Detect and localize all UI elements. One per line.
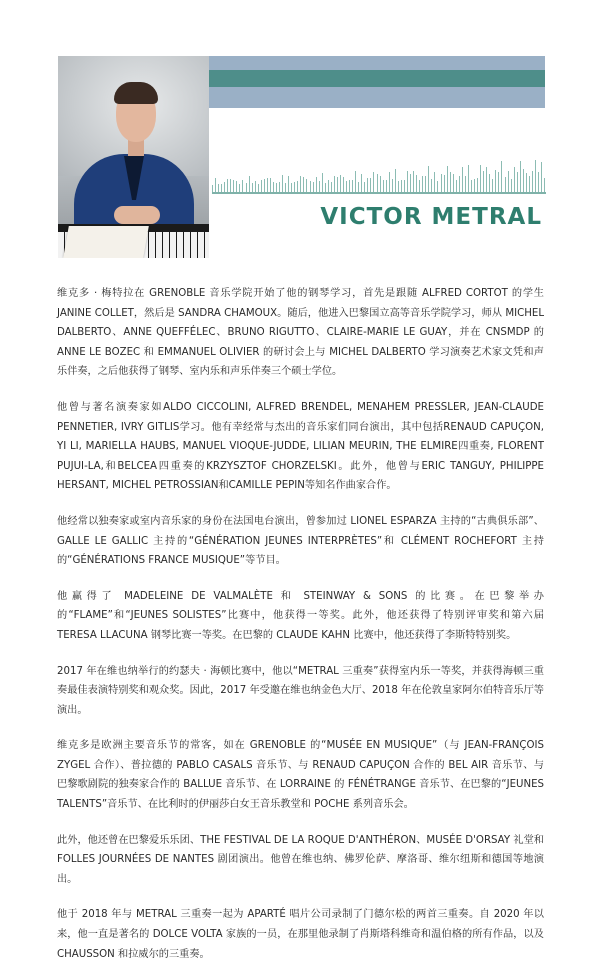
waveform-bar [422, 176, 423, 193]
waveform-bar [520, 161, 521, 192]
waveform-bar [316, 177, 317, 193]
waveform-bar [370, 178, 371, 192]
waveform-bar [380, 176, 381, 192]
waveform-bar [514, 167, 515, 192]
waveform-bar [221, 184, 222, 192]
waveform-bar [331, 182, 332, 192]
bio-paragraph-5: 2017 年在维也纳举行的约瑟夫 · 海顿比赛中，他以“METRAL 三重奏”获得室内乐一等奖，并获得海顿三重奏最佳表演特别奖和观众奖。因此，2017 年受邀在维也纳金色大厅、2018 年在伦敦皇家阿尔伯特音乐厅等演出。 [57, 665, 544, 716]
waveform-bar [410, 174, 411, 192]
waveform-bar [526, 173, 527, 192]
bio-paragraph-3: 他经常以独奏家或室内音乐家的身份在法国电台演出，曾参加过 LIONEL ESPARZA 主持的“古典俱乐部”、GALLE LE GALLIC 主持的“GÉNÉRATION JEUNES INTERPRÈTES”和 CLÉMENT ROCHEFORT 主持的“GÉNÉRATIONS FRANCE MUSIQUE”等节目。 [57, 515, 544, 567]
waveform-bar [465, 176, 466, 193]
waveform-bar [498, 172, 499, 192]
waveform-bar [340, 175, 341, 193]
waveform-bar [288, 176, 289, 192]
waveform-bar [447, 166, 448, 192]
waveform-bar [233, 180, 234, 192]
waveform-bar [279, 182, 280, 192]
waveform-bar [306, 179, 307, 193]
waveform-bar [349, 180, 350, 192]
waveform-bar [294, 182, 295, 192]
waveform-bar [505, 177, 506, 193]
waveform-bar [230, 179, 231, 192]
waveform-bar [453, 174, 454, 192]
waveform-bar [355, 171, 356, 192]
waveform-bar [255, 181, 256, 192]
waveform-bar [495, 170, 496, 192]
waveform-bar [450, 172, 451, 192]
waveform-bar [227, 179, 228, 192]
waveform-bars [212, 150, 546, 192]
waveform-bar [419, 180, 420, 192]
waveform-bar [441, 174, 442, 193]
waveform-bar [328, 180, 329, 192]
waveform-bar [517, 172, 518, 192]
waveform-bar [511, 179, 512, 192]
waveform-bar [483, 171, 484, 192]
waveform-bar [373, 172, 374, 193]
waveform-bar [300, 176, 301, 192]
waveform-bar [239, 184, 240, 192]
waveform-bar [471, 180, 472, 192]
waveform-bar [303, 177, 304, 192]
waveform-bar [431, 179, 432, 192]
bio-paragraph-6: 维克多是欧洲主要音乐节的常客，如在 GRENOBLE 的“MUSÉE EN MUSIQUE”（与 JEAN-FRANÇOIS ZYGEL 合作）、普拉德的 PABLO CASALS 音乐节、与 RENAUD CAPUÇON 合作的 BEL AIR 音乐节、与巴黎歌剧院的独奏家合作的 BALLUE 音乐节、在 LORRAINE 的 FÉNÉTRANGE 音乐节、在巴黎的“JEUNES TALENTS”音乐节、在比利时的伊丽莎白女王音乐教堂和 POCHE 系列音乐会。 [57, 740, 544, 811]
waveform-bar [270, 178, 271, 192]
waveform-bar [285, 183, 286, 192]
waveform-bar [407, 171, 408, 192]
waveform-bar [249, 176, 250, 192]
bio-paragraph-2: 他曾与著名演奏家如ALDO CICCOLINI, ALFRED BRENDEL, MENAHEM PRESSLER, JEAN-CLAUDE PENNETIER, IVRY GITLIS学习。他有幸经常与杰出的音乐家们同台演出，其中包括RENAUD CAPUÇON, YI LI, MARIELLA HAUBS, MANUEL VIOQUE-JUDDE, LILIAN MEURIN, THE ELMIRE四重奏, FLORENT PUJUI-LA,和BELCEA四重奏的KRZYSZTOF CHORZELSKI。此外，他曾与ERIC TANGUY, PHILIPPE HERSANT, MICHEL PETROSSIAN和CAMILLE PEPIN等知名作曲家合作。 [57, 401, 544, 492]
waveform-bar [352, 180, 353, 192]
waveform-bar [367, 178, 368, 192]
waveform-bar [276, 183, 277, 192]
waveform-bar [456, 180, 457, 192]
waveform-bar [389, 172, 390, 192]
waveform-bar [215, 178, 216, 192]
waveform-bar [319, 181, 320, 192]
waveform-bar [523, 169, 524, 192]
waveform-bar [346, 181, 347, 192]
waveform-bar [425, 176, 426, 192]
biography-text [57, 284, 544, 980]
waveform-bar [224, 182, 225, 192]
waveform-bar [508, 171, 509, 192]
waveform-bar [489, 174, 490, 192]
waveform-bar [434, 172, 435, 192]
waveform-bar [477, 178, 478, 193]
waveform-bar [364, 182, 365, 192]
waveform-bar [392, 179, 393, 192]
waveform-bar [322, 173, 323, 192]
bio-paragraph-8: 他于 2018 年与 METRAL 三重奏一起为 APARTÉ 唱片公司录制了门德尔松的两首三重奏。自 2020 年以来，他一直是著名的 DOLCE VOLTA 家族的一员，在那里他录制了肖斯塔科维奇和温伯格的所有作品，以及 CHAUSSON 和拉威尔的三重奏。 [57, 909, 544, 960]
waveform-bar [358, 182, 359, 193]
waveform-bar [261, 180, 262, 192]
bio-paragraph-7: 此外，他还曾在巴黎爱乐乐团、THE FESTIVAL DE LA ROQUE D'ANTHÉRON、MUSÉE D'ORSAY 礼堂和 FOLLES JOURNÉES DE NANTES 剧团演出。他曾在维也纳、佛罗伦萨、摩洛哥、维尔纽斯和德国等地演出。 [57, 834, 544, 885]
waveform-bar [437, 181, 438, 192]
waveform-bar [325, 183, 326, 192]
waveform-bar [264, 179, 265, 192]
artist-name: VICTOR METRAL [320, 204, 542, 230]
waveform-bar [395, 169, 396, 192]
waveform-bar [541, 162, 542, 192]
waveform-bar [273, 182, 274, 192]
waveform-bar [361, 174, 362, 192]
waveform-bar [486, 167, 487, 192]
photo-hair [114, 82, 158, 104]
waveform-bar [212, 185, 213, 193]
waveform-bar [398, 181, 399, 192]
photo-music-score [63, 226, 149, 258]
waveform-bar [404, 180, 405, 192]
waveform-bar [252, 183, 253, 192]
photo-hands [114, 206, 160, 224]
waveform-baseline [212, 192, 546, 194]
waveform-bar [538, 172, 539, 192]
waveform-bar [242, 180, 243, 192]
waveform-bar [532, 171, 533, 192]
waveform-bar [310, 181, 311, 192]
bio-paragraph-1: 维克多 · 梅特拉在 GRENOBLE 音乐学院开始了他的钢琴学习，首先是跟随 ALFRED CORTOT 的学生 JANINE COLLET，然后是 SANDRA CHAMOUX。随后，他进入巴黎国立高等音乐学院学习，师从 MICHEL DALBERTO、ANNE QUEFFÉLEC、BRUNO RIGUTTO、CLAIRE-MARIE LE GUAY，并在 CNSMDP 的 ANNE LE BOZEC 和 EMMANUEL OLIVIER 的研讨会上与 MICHEL DALBERTO 学习演奏艺术家文凭和声乐伴奏，之后他获得了钢琴、室内乐和声乐伴奏三个硕士学位。 [57, 288, 544, 378]
waveform-bar [343, 177, 344, 192]
waveform-bar [529, 176, 530, 192]
waveform-bar [544, 178, 545, 192]
waveform-bar [282, 175, 283, 192]
waveform-bar [480, 165, 481, 192]
waveform-bar [413, 171, 414, 192]
bio-paragraph-4: 他赢得了 MADELEINE DE VALMALÈTE 和 STEINWAY & SONS 的比赛。在巴黎举办的“FLAME”和“JEUNES SOLISTES”比赛中，他获得一等奖。此外，他还获得了特别评审奖和第六届 TERESA LLACUNA 钢琴比赛一等奖。在巴黎的 CLAUDE KAHN 比赛中，他还获得了李斯特特别奖。 [57, 590, 544, 641]
waveform-bar [535, 160, 536, 192]
waveform-bar [337, 177, 338, 192]
waveform-bar [462, 167, 463, 193]
waveform-bar [416, 175, 417, 192]
waveform-bar [377, 174, 378, 192]
waveform-bar [386, 180, 387, 192]
waveform-bar [459, 176, 460, 192]
waveform-bar [468, 165, 469, 192]
waveform-bar [267, 178, 268, 192]
sound-waveform-decoration [212, 150, 546, 194]
header-band-teal [209, 70, 545, 87]
waveform-bar [444, 175, 445, 192]
waveform-bar [297, 181, 298, 192]
waveform-bar [383, 180, 384, 192]
waveform-bar [501, 161, 502, 192]
waveform-bar [258, 184, 259, 192]
header-band-light-bottom [209, 87, 545, 108]
header-band-light-top [209, 56, 545, 70]
waveform-bar [313, 182, 314, 192]
waveform-bar [218, 184, 219, 193]
waveform-bar [492, 179, 493, 192]
waveform-bar [428, 166, 429, 192]
waveform-bar [401, 180, 402, 192]
waveform-bar [474, 179, 475, 192]
waveform-bar [291, 183, 292, 192]
waveform-bar [246, 183, 247, 192]
waveform-bar [334, 176, 335, 192]
portrait-photo [58, 56, 209, 258]
waveform-bar [236, 181, 237, 192]
